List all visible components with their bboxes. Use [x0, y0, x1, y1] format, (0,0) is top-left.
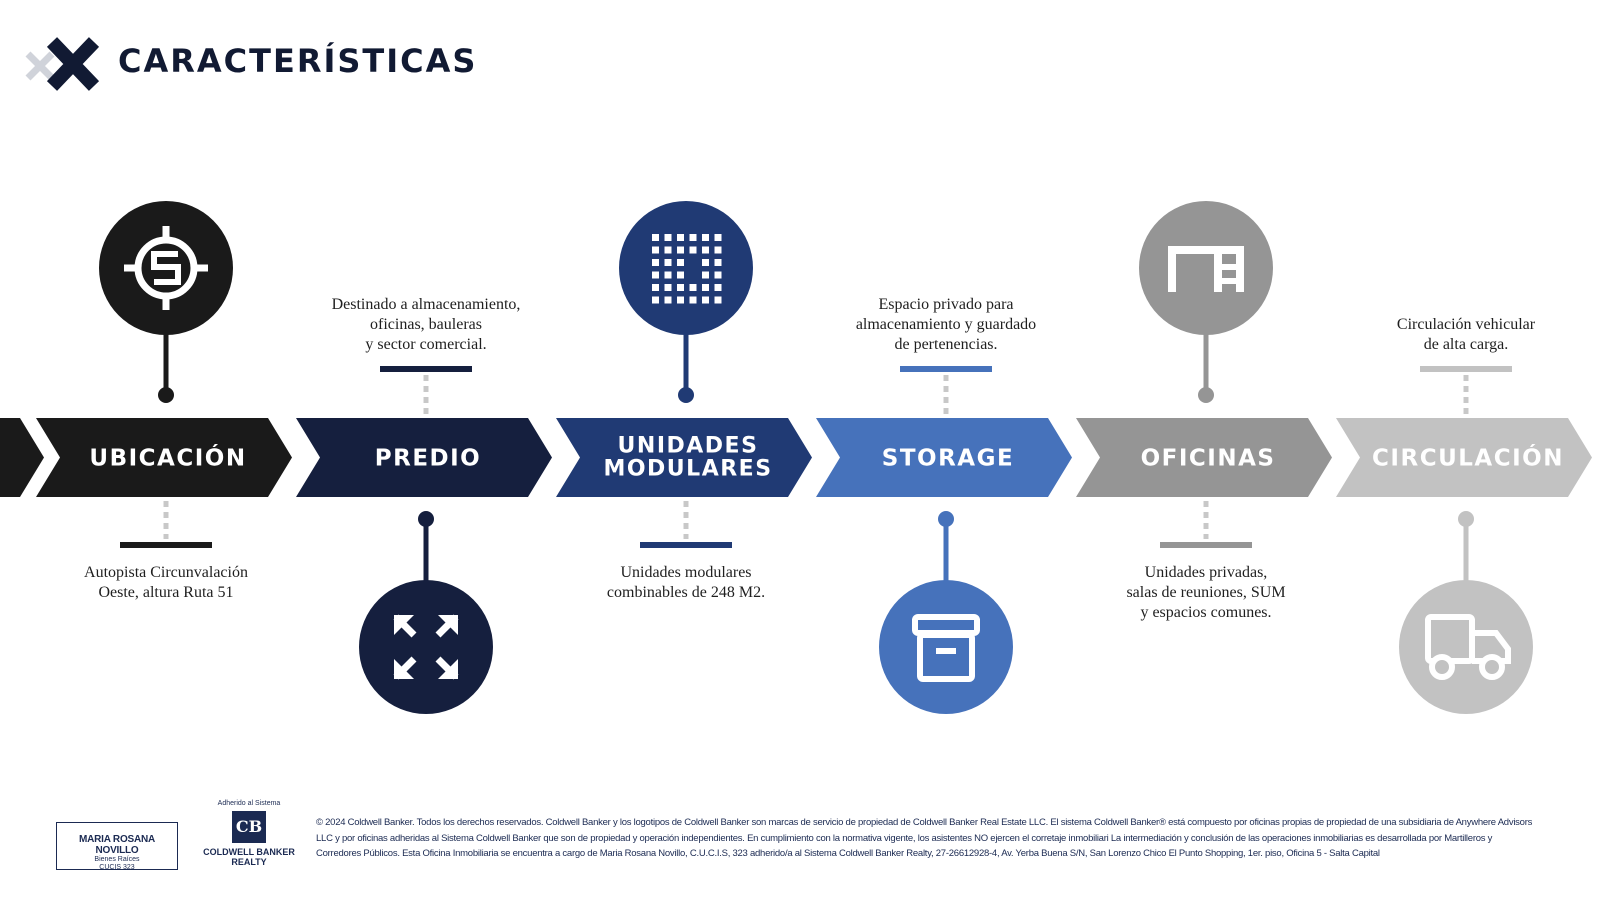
stage-description-line: y espacios comunes. — [1140, 604, 1272, 621]
stage-label: OFICINAS — [1140, 445, 1276, 472]
stage-description-line: Unidades modulares — [620, 564, 752, 581]
stage-description-line: de alta carga. — [1423, 336, 1509, 353]
agent-badge — [56, 822, 178, 870]
stage-description-bar — [640, 542, 732, 548]
stage-description-line: Unidades privadas, — [1144, 564, 1268, 581]
stage-icon-circle — [879, 580, 1013, 714]
stage-description-line: combinables de 248 M2. — [606, 584, 766, 601]
stage-description — [556, 563, 816, 603]
stage-description-bar — [380, 366, 472, 372]
coldwell-banker-logo — [196, 800, 302, 867]
stage-description-line: Circulación vehicular — [1396, 316, 1536, 333]
stage-description-line: almacenamiento y guardado — [855, 316, 1037, 333]
stage-icon-circle — [359, 580, 493, 714]
stage-description-bar — [1160, 542, 1252, 548]
stage-description-line: oficinas, bauleras — [370, 316, 482, 333]
stage-description-line: Autopista Circunvalación — [84, 564, 248, 581]
stage-stem-dot — [158, 387, 174, 403]
cb-adherido-label: Adherido al Sistema — [217, 800, 281, 807]
stage-description-line: y sector comercial. — [365, 336, 487, 353]
footer — [0, 800, 1600, 900]
stage-stem-dot — [678, 387, 694, 403]
agent-name: MARIA ROSANA NOVILLO — [78, 834, 156, 856]
agent-cucis: CUCIS 323 — [99, 864, 135, 871]
stage-icon-circle — [1139, 201, 1273, 335]
stage-icon-circle — [1399, 580, 1533, 714]
agent-subtitle: Bienes Raíces — [94, 856, 140, 863]
cb-realty: REALTY — [231, 857, 267, 867]
stage-label: MODULARES — [603, 456, 773, 482]
cb-name: COLDWELL BANKER — [203, 847, 295, 857]
stage-description — [36, 563, 296, 603]
stage-description-line: Oeste, altura Ruta 51 — [98, 584, 234, 601]
page-title: CARACTERÍSTICAS — [118, 42, 478, 80]
stage-description-line: Destinado a almacenamiento, — [331, 296, 521, 313]
stage-stem-dot — [938, 511, 954, 527]
stage-label: PREDIO — [374, 445, 482, 472]
stage-icon-circle — [619, 201, 753, 335]
stage-description-bar — [120, 542, 212, 548]
stage-stem-dot — [1198, 387, 1214, 403]
stage-label: CIRCULACIÓN — [1372, 445, 1564, 472]
stage-label: UBICACIÓN — [89, 445, 247, 472]
stage-label: UNIDADES — [617, 433, 759, 459]
stage-description-bar — [900, 366, 992, 372]
stage-stem-dot — [1458, 511, 1474, 527]
timeline-start-stub — [0, 418, 44, 497]
stage-description — [1076, 563, 1336, 623]
stage-description-line: Espacio privado para — [878, 296, 1014, 313]
stage-stem-dot — [418, 511, 434, 527]
stage-description — [296, 295, 556, 355]
stage-label: STORAGE — [881, 445, 1015, 472]
stage-description-bar — [1420, 366, 1512, 372]
stage-description-line: de pertenencias. — [894, 336, 998, 353]
cb-monogram-icon: CB — [232, 811, 266, 843]
stage-description — [1336, 315, 1596, 355]
stage-description-line: salas de reuniones, SUM — [1126, 584, 1286, 601]
legal-disclaimer: © 2024 Coldwell Banker. Todos los derechos reservados. Coldwell Banker y los logotipos de Coldwell Banker son marcas de servicio de propiedad de Coldwell Banker Real Estate LLC. El sistema Coldwell Banker® está compuesto por oficinas propias de propiedad de una subsidiaria de Anywhere Advisors LLC y por oficinas adheridas al Sistema Coldwell Banker que son de propiedad y operación independientes. En cumplimiento con la normativa vigente, los asistentes NO ejercen el corretaje inmobiliari La intermediación y conclusión de las operaciones inmobiliarias es desarrollada por Martilleros y Corredores Públicos. Esta Oficina Inmobiliaria se encuentra a cargo de Maria Rosana Novillo, C.U.C.I.S, 323 adherido/a al Sistema Coldwell Banker Realty, 27-26612928-4, Av. Yerba Buena S/N, San Lorenzo Chico El Punto Shopping, 1er. piso, Oficina 5 - Salta Capital — [316, 817, 1533, 859]
stage-description — [816, 295, 1076, 355]
